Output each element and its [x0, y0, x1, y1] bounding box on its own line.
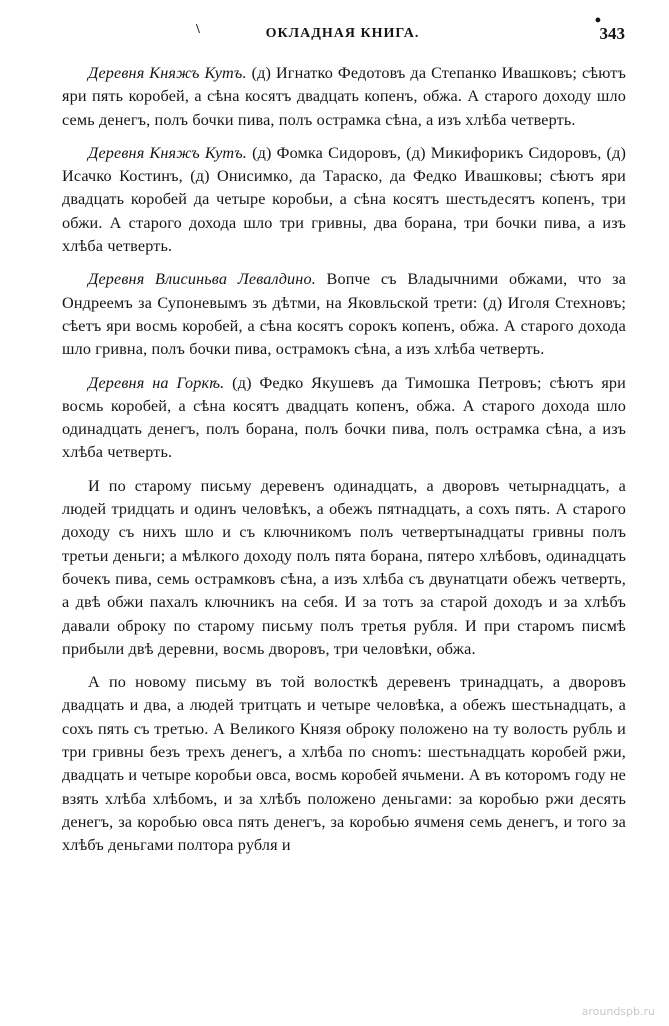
watermark: aroundspb.ru — [581, 1005, 655, 1018]
village-name: Деревня Княжъ Кутъ. — [88, 64, 247, 82]
paragraph-old-census — [62, 475, 626, 661]
paragraph-text: (д) Федко Якушевъ да Тимошка Петровъ; сѣютъ яри восмь коробей, а сѣна косятъ двадцать копенъ, обжа. А старого дохода шло одинадцать денегъ, полъ борана, полъ бочки пива, полъ острамка сѣна, а изъ хлѣба четверть. — [62, 373, 626, 462]
paragraph-village-2 — [62, 142, 626, 258]
paragraph-text: Вопче съ Владычними обжами, что за Ондреемъ за Супоневымъ зъ дѣтми, на Яковльской трети: (д) Иголя Стехновъ; сѣетъ яри восмь коробей, а сѣна косятъ сорокъ копенъ, обжа. А старого дохода шло гривна, полъ бочки пива, острамокъ сѣна, а изъ хлѣба четверть. — [62, 270, 626, 359]
running-header — [56, 10, 629, 46]
paragraph-text: (д) Игнатко Федотовъ да Степанко Ивашковъ; сѣютъ яри пять коробей, а сѣна косятъ двадцать копенъ, обжа. А старого доходу шло семь денегъ, полъ бочки пива, полъ острамка сѣна, а изъ хлѣба четверть. — [62, 64, 626, 129]
paragraph-text: А по новому письму въ той волосткѣ деревенъ тринадцать, а дворовъ двадцать и два, а людей тритцать и четыре человѣка, а обежъ шестьнадцать, а сохъ пять съ третью. А Великого Князя оброку положено на ту волость рубль и три гривны безъ трехъ денегъ, а хлѣба по сноmъ: шестьнадцать коробей ржи, двадцать и четыре коробьи овса, восмь коробей ячьмени. А въ которомъ году не взять хлѣба хлѣбомъ, и за хлѣбъ положено деньгами: за коробью ржи десять денегъ, за коробью овса пять денегъ, за коробью ячменя семь денегъ, и того за хлѣбъ деньгами полтора рубля и — [62, 673, 626, 855]
margin-mark: \ — [196, 22, 200, 37]
village-name: Деревня Княжъ Кутъ. — [88, 143, 247, 162]
paragraph-text: (д) Фомка Сидоровъ, (д) Микифорикъ Сидоровъ, (д) Исачко Костинъ, (д) Онисимко, да Тараско, да Федко Ивашковы; сѣютъ яри двадцать коробей да четыре коробьи, а сѣна косятъ шестьдесятъ копенъ, три обжи. А старого дохода шло три гривны, два борана, три бочки пива, а изъ хлѣба четверть. — [62, 143, 626, 256]
paragraph-village-4 — [62, 372, 626, 465]
body-text — [62, 62, 626, 864]
paragraph-text: И по старому письму деревенъ одинадцать, а дворовъ четырнадцать, а людей тридцать и одинъ человѣкъ, а обежъ пятнадцать, а сохъ пять. А старого доходу съ нихъ шло и съ ключникомъ полъ четвертынадцаты гривны полъ третьи деньги; а мѣлкого доходу полъ пята борана, пятеро хлѣбовъ, одинадцать бочекъ пива, семь острамковъ сѣна, а изъ хлѣба съ двунатцати обежъ четверть, а двѣ обжи пахалъ ключникъ на себя. И за тотъ за старой доходъ и за хлѣбъ давали оброку по старому письму полъ третья рубля. И при старомъ писмѣ прибыли двѣ деревни, восмь дворовъ, три человѣки, обжа. — [62, 476, 626, 658]
running-title: ОКЛАДНАЯ КНИГА. — [265, 26, 420, 41]
village-name: Деревня на Горкѣ. — [88, 373, 225, 392]
ink-dot: • — [594, 10, 601, 30]
paragraph-village-3 — [62, 268, 626, 361]
paragraph-village-1 — [62, 62, 626, 132]
paragraph-new-census — [62, 671, 626, 857]
village-name: Деревня Влисиньва Левалдино. — [88, 270, 316, 289]
page-number: 343 — [599, 24, 625, 43]
